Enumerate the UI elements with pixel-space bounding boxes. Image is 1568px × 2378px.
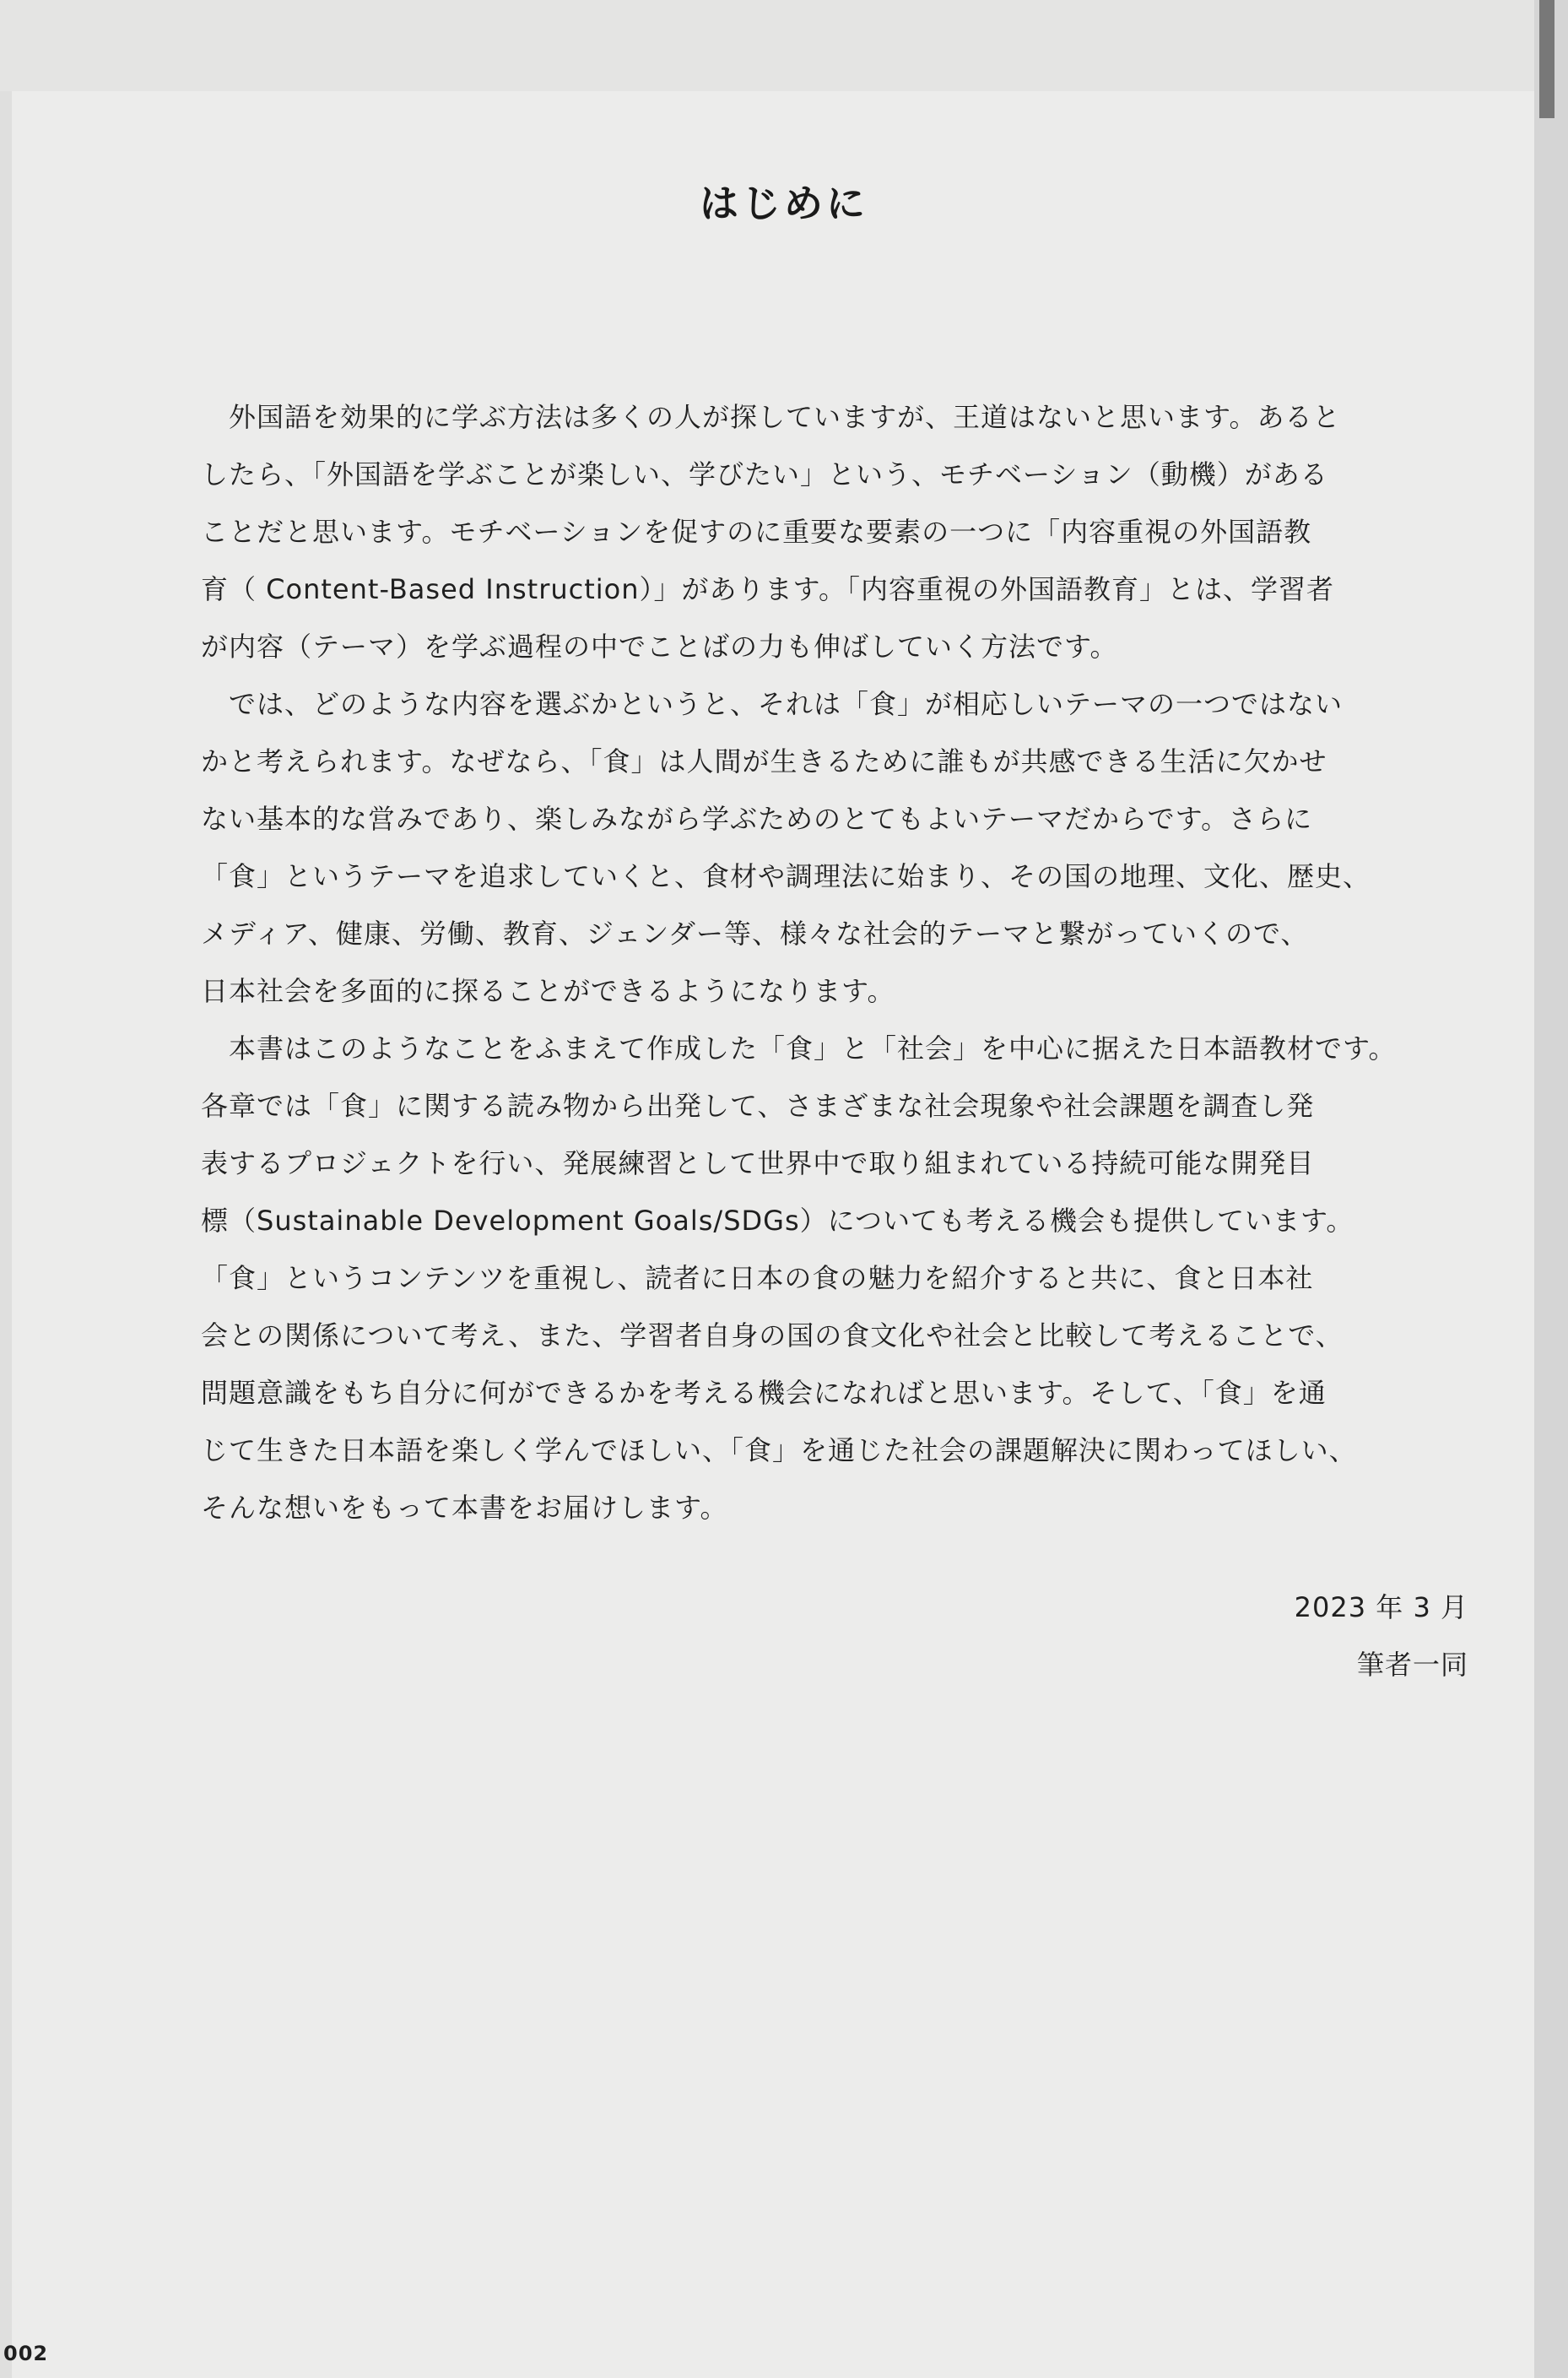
page-background-top <box>0 0 1568 91</box>
text-line: 育（ Content-Based Instruction）」があります。「内容重視の外国語教育」とは、学習者 <box>201 573 1334 605</box>
date: 2023 年 3 月 <box>1294 1591 1468 1623</box>
text-line: かと考えられます。なぜなら、「食」は人間が生きるために誰もが共感できる生活に欠かせ <box>201 745 1327 777</box>
body-text <box>201 388 1475 1536</box>
text-line: そんな想いをもって本書をお届けします。 <box>201 1492 728 1524</box>
text-line: 「食」というコンテンツを重視し、読者に日本の食の魅力を紹介すると共に、食と日本社 <box>201 1262 1314 1294</box>
text-line: では、どのような内容を選ぶかというと、それは「食」が相応しいテーマの一つではない <box>201 688 1344 720</box>
page-number: 002 <box>3 2342 49 2365</box>
text-line: メディア、健康、労働、教育、ジェンダー等、様々な社会的テーマと繋がっていくので、 <box>201 918 1309 950</box>
text-line: が内容（テーマ）を学ぶ過程の中でことばの力も伸ばしていく方法です。 <box>201 631 1118 663</box>
text-line: 問題意識をもち自分に何ができるかを考える機会になればと思います。そして、「食」を通 <box>201 1377 1327 1409</box>
text-line: 各章では「食」に関する読み物から出発して、さまざまな社会現象や社会課題を調査し発 <box>201 1090 1315 1122</box>
page-edge <box>1539 0 1554 118</box>
text-line: 会との関係について考え、また、学習者自身の国の食文化や社会と比較して考えることで、 <box>201 1319 1344 1352</box>
text-line: じて生きた日本語を楽しく学んでほしい、「食」を通じた社会の課題解決に関わってほしい、 <box>201 1434 1357 1466</box>
text-line: 日本社会を多面的に探ることができるようになります。 <box>201 975 895 1007</box>
page-background-right <box>1534 0 1568 2378</box>
text-line: 標（Sustainable Development Goals/SDGs）についても考える機会も提供しています。 <box>201 1205 1354 1237</box>
text-line: したら、「外国語を学ぶことが楽しい、学びたい」という、モチベーション（動機）がある <box>201 458 1328 490</box>
text-line: 表するプロジェクトを行い、発展練習として世界中で取り組まれている持続可能な開発目 <box>201 1147 1315 1179</box>
signature-block <box>1295 1579 1468 1693</box>
text-line: 外国語を効果的に学ぶ方法は多くの人が探していますが、王道はないと思います。あると <box>201 401 1341 433</box>
text-line: 本書はこのようなことをふまえて作成した「食」と「社会」を中心に据えた日本語教材です。 <box>201 1032 1397 1064</box>
text-line: 「食」というテーマを追求していくと、食材や調理法に始まり、その国の地理、文化、歴史、 <box>201 860 1371 892</box>
page-title: はじめに <box>700 181 868 226</box>
author: 筆者一同 <box>1356 1649 1468 1681</box>
text-line: ない基本的な営みであり、楽しみながら学ぶためのとてもよいテーマだからです。さらに <box>201 803 1313 835</box>
text-line: ことだと思います。モチベーションを促すのに重要な要素の一つに「内容重視の外国語教 <box>201 516 1312 548</box>
